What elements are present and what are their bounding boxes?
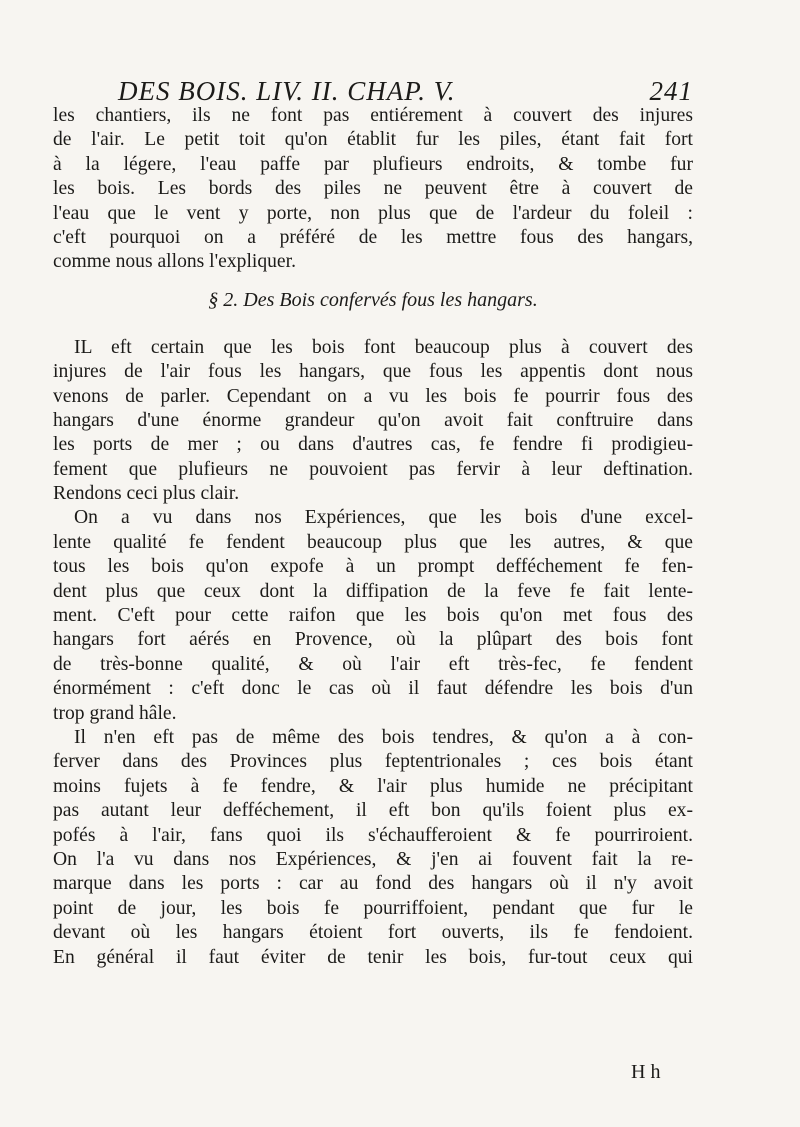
text-line: l'eau que le vent y porte, non plus que de l'ardeur du foleil : [53, 202, 693, 224]
text-line: les ports de mer ; ou dans d'autres cas, fe fendre fi prodigieu- [53, 434, 693, 456]
text-line: de l'air. Le petit toit qu'on établit fur les piles, étant fait fort [53, 129, 693, 151]
text-line: comme nous allons l'expliquer. [53, 251, 296, 273]
text-line: énormément : c'eft donc le cas où il faut défendre les bois d'un [53, 678, 693, 700]
text-line: IL eft certain que les bois font beaucoup plus à couvert des [74, 336, 693, 358]
page-number: 241 [649, 76, 693, 106]
text-line: les bois. Les bords des piles ne peuvent être à couvert de [53, 178, 693, 200]
text-line: pas autant leur defféchement, il eft bon qu'ils foient plus ex- [53, 800, 693, 822]
text-line: point de jour, les bois fe pourriffoient, pendant que fur le [53, 897, 693, 919]
text-line: Il n'en eft pas de même des bois tendres, & qu'on a à con- [74, 726, 693, 748]
text-line: tous les bois qu'on expofe à un prompt defféchement fe fen- [53, 556, 693, 578]
text-line: On l'a vu dans nos Expériences, & j'en ai fouvent fait la re- [53, 848, 693, 870]
signature-mark: H h [631, 1061, 661, 1083]
text-line: On a vu dans nos Expériences, que les bois d'une excel- [74, 507, 693, 529]
text-line: En général il faut éviter de tenir les bois, fur-tout ceux qui [53, 946, 693, 968]
text-line: injures de l'air fous les hangars, que fous les appentis dont nous [53, 361, 693, 383]
text-line: ferver dans des Provinces plus feptentrionales ; ces bois étant [53, 751, 693, 773]
text-line: Rendons ceci plus clair. [53, 483, 240, 505]
body-text [53, 104, 693, 970]
text-line: c'eft pourquoi on a préféré de les mettre fous des hangars, [53, 226, 693, 248]
text-line: trop grand hâle. [53, 702, 177, 724]
text-line: devant où les hangars étoient fort ouverts, ils fe fendoient. [53, 922, 693, 944]
text-line: les chantiers, ils ne font pas entiérement à couvert des injures [53, 105, 693, 126]
paragraph-2 [53, 336, 693, 507]
paragraph-4 [53, 726, 693, 970]
text-line: fement que plufieurs ne pouvoient pas fervir à leur deftination. [53, 458, 693, 480]
text-line: pofés à l'air, fans quoi ils s'échaufferoient & fe pourriroient. [53, 824, 693, 846]
text-line: dent plus que ceux dont la diffipation de la feve fe fait lente- [53, 580, 693, 602]
text-line: à la légere, l'eau paffe par plufieurs endroits, & tombe fur [53, 153, 693, 175]
text-line: hangars d'une énorme grandeur qu'on avoit fait conftruire dans [53, 409, 693, 431]
text-line: ment. C'eft pour cette raifon que les bois qu'on met fous des [53, 605, 693, 627]
paragraph-1 [53, 104, 693, 275]
text-line: lente qualité fe fendent beaucoup plus que les autres, & que [53, 531, 693, 553]
paragraph-3 [53, 506, 693, 726]
text-line: de très-bonne qualité, & où l'air eft très-fec, fe fendent [53, 653, 693, 675]
text-line: marque dans les ports : car au fond des hangars où il n'y avoit [53, 873, 693, 895]
text-line: hangars fort aérés en Provence, où la plûpart des bois font [53, 629, 693, 651]
section-heading: § 2. Des Bois confervés fous les hangars. [208, 288, 538, 311]
running-head-title: DES BOIS. LIV. II. CHAP. V. [118, 76, 456, 106]
text-line: moins fujets à fe fendre, & l'air plus humide ne précipitant [53, 775, 693, 797]
text-line: venons de parler. Cependant on a vu les bois fe pourrir fous des [53, 385, 693, 407]
